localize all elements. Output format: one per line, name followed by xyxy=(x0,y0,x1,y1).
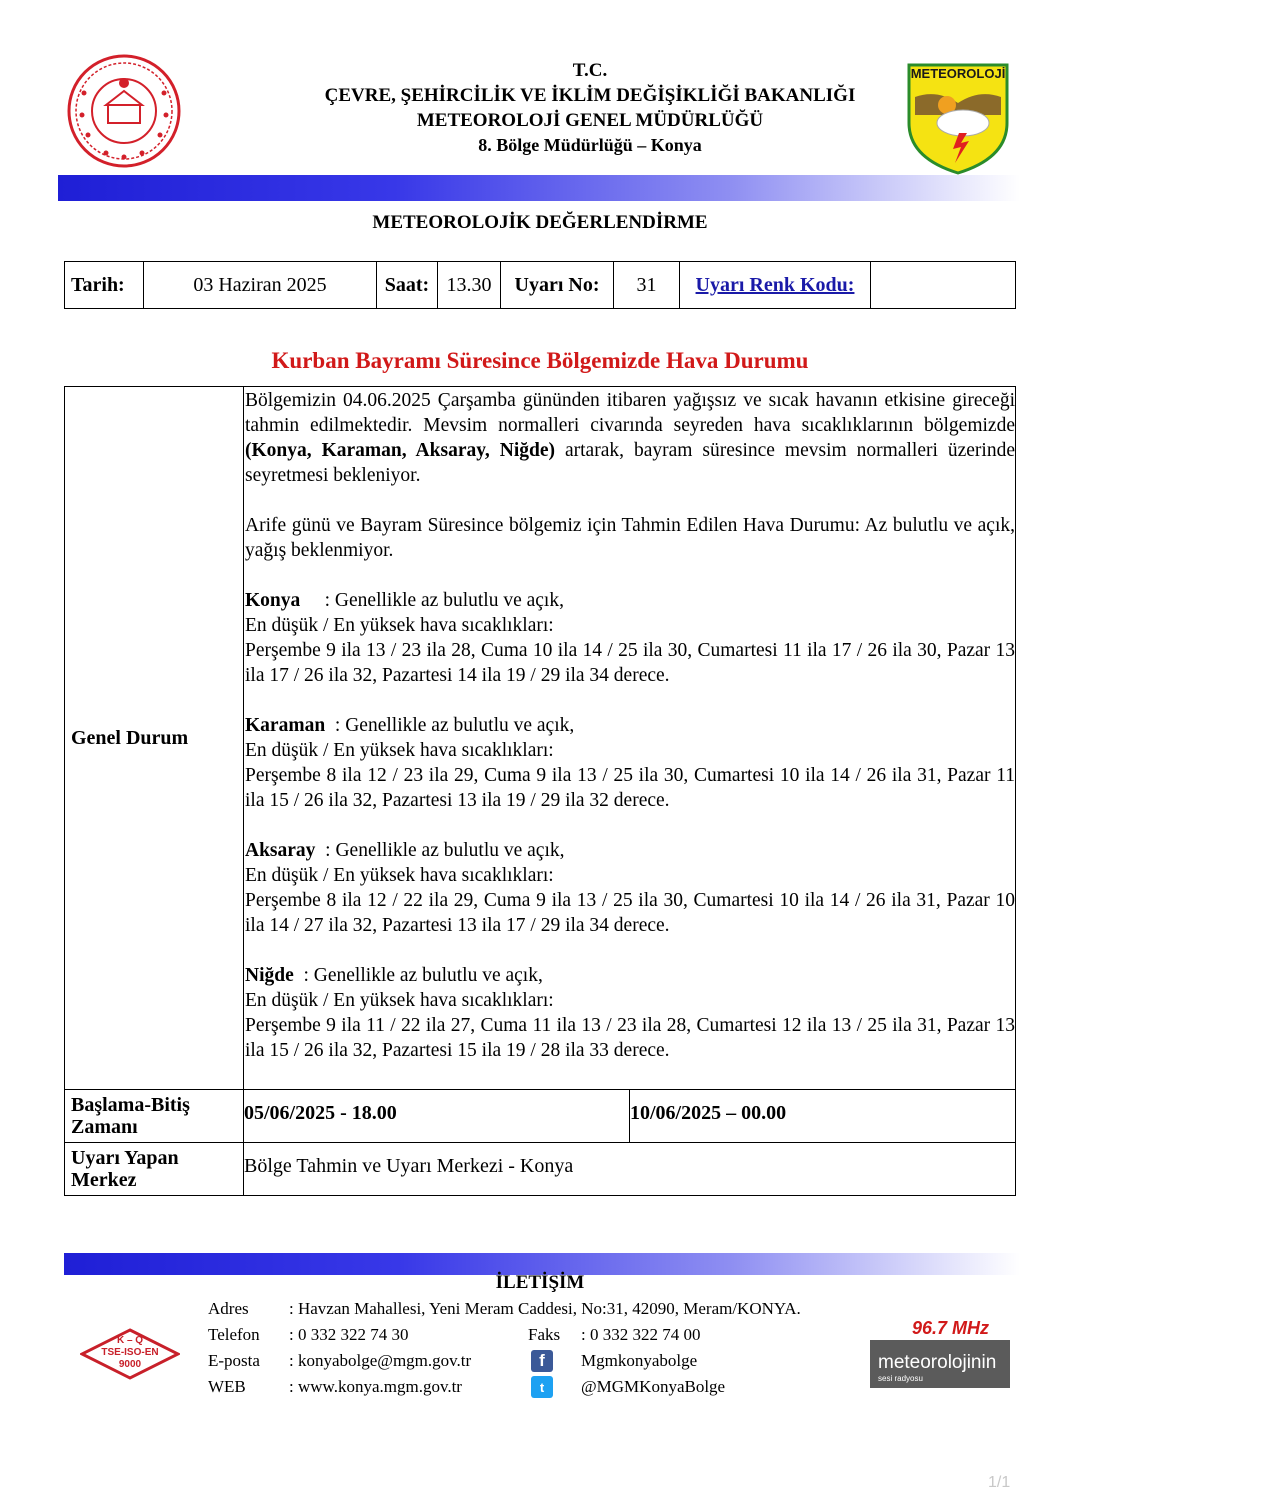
twitter-handle[interactable]: @MGMKonyaBolge xyxy=(581,1377,726,1396)
main-table xyxy=(64,386,1016,1196)
intro-text-a: Bölgemizin 04.06.2025 Çarşamba gününden itibaren yağışsız ve sıcak havanın etkisine gireceği tahmin edilmektedir. Mevsim normalleri civarında seyreden hava sıcaklıklarının bölgemizde xyxy=(245,390,1015,436)
city-block xyxy=(245,713,1015,813)
temp-label: En düşük / En yüksek hava sıcaklıkları: xyxy=(245,990,554,1011)
facebook-handle[interactable]: Mgmkonyabolge xyxy=(581,1351,698,1370)
phone-label: Telefon xyxy=(208,1325,260,1344)
meteoroloji-logo-text: METEOROLOJİ xyxy=(910,66,1006,81)
city-summary: : Genellikle az bulutlu ve açık, xyxy=(293,965,543,986)
radio-frequency: 96.7 MHz xyxy=(912,1318,990,1338)
page-number: 1/1 xyxy=(988,1474,1011,1491)
intro-text-b: artarak, bayram süresince mevsim normalleri üzerinde seyretmesi bekleniyor. xyxy=(245,440,1015,486)
general-label xyxy=(65,387,244,1089)
general-body xyxy=(244,387,1015,1089)
city-summary: : Genellikle az bulutlu ve açık, xyxy=(315,840,565,861)
warning-no-value: 31 xyxy=(614,262,680,309)
time-label: Saat: xyxy=(377,262,438,309)
date-value: 03 Haziran 2025 xyxy=(144,262,377,309)
city-block xyxy=(245,588,1015,688)
temp-values: Perşembe 8 ila 12 / 22 ila 29, Cuma 9 ila 13 / 25 ila 30, Cumartesi 10 ila 14 / 26 ila 31, Pazar 10 ila 14 / 27 ila 32, Pazartesi 13 ila 17 / 29 ila 34 derece. xyxy=(245,890,1015,936)
general-row xyxy=(65,387,1015,1089)
fax-value: : 0 332 322 74 00 xyxy=(581,1325,701,1344)
ministry-seal-logo xyxy=(66,53,182,169)
phone-value: : 0 332 322 74 30 xyxy=(289,1325,409,1344)
header-titles xyxy=(200,58,980,157)
address-label: Adres xyxy=(208,1299,249,1318)
date-label: Tarih: xyxy=(65,262,144,309)
temp-values: Perşembe 9 ila 11 / 22 ila 27, Cuma 11 ila 13 / 23 ila 28, Cumartesi 12 ila 13 / 25 ila 31, Pazar 13 ila 15 / 26 ila 32, Pazartesi 15 ila 19 / 28 ila 33 derece. xyxy=(245,1015,1015,1061)
document-title: METEOROLOJİK DEĞERLENDİRME xyxy=(372,212,708,233)
period-end: 10/06/2025 – 00.00 xyxy=(630,1102,787,1124)
meteoroloji-logo xyxy=(907,63,1009,175)
tse-logo-line1: K – Q xyxy=(116,1335,144,1346)
radio-sub: sesi radyosu xyxy=(878,1374,923,1383)
city-block xyxy=(245,838,1015,938)
tse-logo-line3: 9000 xyxy=(118,1359,142,1370)
email-value[interactable]: : konyabolge@mgm.gov.tr xyxy=(289,1351,472,1370)
tse-logo-line2: TSE-ISO-EN xyxy=(101,1347,159,1358)
tse-logo xyxy=(80,1328,180,1380)
city-name: Aksaray xyxy=(245,840,316,861)
web-value[interactable]: : www.konya.mgm.gov.tr xyxy=(289,1377,462,1396)
temp-values: Perşembe 8 ila 12 / 23 ila 29, Cuma 9 ila 13 / 25 ila 30, Cumartesi 10 ila 14 / 26 ila 31, Pazar 11 ila 15 / 26 ila 32, Pazartesi 13 ila 19 / 29 ila 32 derece. xyxy=(245,765,1015,811)
general-label-text: Genel Durum xyxy=(71,727,189,749)
warning-no-label: Uyarı No: xyxy=(501,262,614,309)
info-table xyxy=(64,261,1016,309)
period-label: Başlama-Bitiş Zamanı xyxy=(65,1090,244,1142)
issuer-value: Bölge Tahmin ve Uyarı Merkezi - Konya xyxy=(244,1155,574,1177)
email-label: E-posta xyxy=(208,1351,260,1370)
color-code-cell[interactable] xyxy=(680,262,871,309)
header-ministry: ÇEVRE, ŞEHİRCİLİK VE İKLİM DEĞİŞİKLİĞİ BAKANLIĞI xyxy=(324,85,856,106)
time-value: 13.30 xyxy=(438,262,501,309)
address-value: : Havzan Mahallesi, Yeni Meram Caddesi, No:31, 42090, Meram/KONYA. xyxy=(289,1299,801,1318)
city-block xyxy=(245,963,1015,1063)
facebook-icon[interactable]: f xyxy=(531,1350,553,1372)
intro-cities: (Konya, Karaman, Aksaray, Niğde) xyxy=(245,440,555,461)
header-gradient-bar xyxy=(58,175,1020,201)
city-summary: : Genellikle az bulutlu ve açık, xyxy=(325,715,575,736)
temp-label: En düşük / En yüksek hava sıcaklıkları: xyxy=(245,615,554,636)
color-code-link[interactable]: Uyarı Renk Kodu: xyxy=(695,273,855,296)
temp-label: En düşük / En yüksek hava sıcaklıkları: xyxy=(245,865,554,886)
forecast-paragraph: Arife günü ve Bayram Süresince bölgemiz için Tahmin Edilen Hava Durumu: Az bulutlu ve açık, yağış beklenmiyor. xyxy=(245,515,1015,561)
city-summary: : Genellikle az bulutlu ve açık, xyxy=(300,590,564,611)
temp-values: Perşembe 9 ila 13 / 23 ila 28, Cuma 10 ila 14 / 25 ila 30, Cumartesi 11 ila 17 / 26 ila 30, Pazar 13 ila 17 / 26 ila 32, Pazartesi 14 ila 19 / 29 ila 34 derece. xyxy=(245,640,1015,686)
period-start: 05/06/2025 - 18.00 xyxy=(244,1090,630,1142)
city-name: Niğde xyxy=(245,965,294,986)
city-name: Karaman xyxy=(245,715,326,736)
intro-paragraph xyxy=(245,388,1015,488)
subtitle: Kurban Bayramı Süresince Bölgemizde Hava Durumu xyxy=(271,348,809,373)
temp-label: En düşük / En yüksek hava sıcaklıkları: xyxy=(245,740,554,761)
contact-title: İLETİŞİM xyxy=(495,1272,585,1293)
web-label: WEB xyxy=(208,1377,246,1396)
fax-label: Faks xyxy=(528,1325,561,1344)
radio-logo xyxy=(870,1340,1010,1388)
city-name: Konya xyxy=(245,590,301,611)
issuer-row xyxy=(65,1142,1015,1195)
radio-name: meteorolojinin xyxy=(878,1352,997,1373)
color-code-value xyxy=(871,262,1016,309)
period-row xyxy=(65,1089,1015,1142)
twitter-icon[interactable]: t xyxy=(531,1376,553,1398)
header-directorate: METEOROLOJİ GENEL MÜDÜRLÜĞÜ xyxy=(416,110,764,131)
issuer-label: Uyarı Yapan Merkez xyxy=(65,1143,244,1195)
header-region: 8. Bölge Müdürlüğü – Konya xyxy=(478,135,702,155)
header-tc: T.C. xyxy=(572,60,608,81)
